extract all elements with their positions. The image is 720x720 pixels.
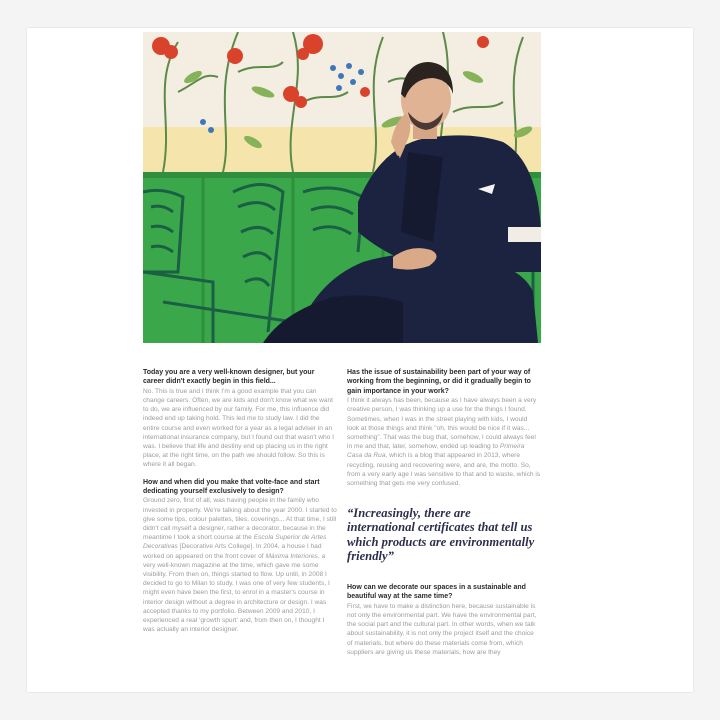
question-sustainability: Has the issue of sustainability been part of your way of working from the beginning, or did it gradually begin to gain importance in your work?: [347, 369, 531, 395]
answer-sustainability-text: [347, 396, 541, 488]
magazine-name: Máxima Interiores: [265, 552, 318, 560]
portrait-photo: [143, 32, 541, 343]
magazine-page: [27, 28, 693, 692]
answer-decorate: [347, 602, 541, 657]
question-decorate: How can we decorate our spaces in a sustainable and beautiful way at the same time?: [347, 584, 526, 601]
right-column: [347, 368, 541, 665]
answer-decorate-text: First, we have to make a distinction here, because sustainable is not only the environmental part. We have the environmental part, the social part and the cultural part. In other words, when we talk about sustainability, it is not only the project itself and the choice of materials, but where do these materials come from, which suppliers are giving us these materials, how are they: [347, 602, 537, 656]
answer-volte-face: [143, 496, 337, 634]
portrait-illustration: [143, 32, 541, 343]
answer-text-part: [Decorative Arts College]. In 2004, a house I had worked on appeared on the front cover of: [143, 543, 322, 560]
answer-text-part: Ground zero, first of all, was having people in the family who invested in property. We're talking about the year 2000. I started to give some tips, colour palettes, tiles, coverings... At that time, I still didn't call myself a designer, rather a decorator, because in the meantime I took a short course at the: [143, 497, 337, 542]
answer-career-text: No. This is true and I think I'm a good example that you can change careers. Often, we are kids and don't know what we want to do, we are influenced by our family. For me, this influence did indeed end up taking hold. This led me to study law. I did the entire course and even worked for a year as a legal adviser in an international insurance company, but I found out that wasn't who I was. I believe that life and destiny end up placing us in the right place, at the right time, on the path we should follow. So this is where it all began.: [143, 387, 335, 469]
school-name: Escola Superior de Artes Decorativas: [143, 534, 327, 551]
pull-quote: “Increasingly, there are international certificates that tell us which products are environmentally friendly”: [347, 506, 535, 563]
question-career: Today you are a very well-known designer, but your career didn't exactly begin in this field...: [143, 369, 315, 386]
answer-text-part: , a very well-known magazine at the time, which gave me some visibility. From then on, things started to flow. Up until, in 2008 I decided to go to Milan to study. I was one of very few students, I might even have been the first, to enrol in a master's course in interior design without a degree in architecture or design. I was accepted thanks to my portfolio. Between 2009 and 2010, I experienced a real 'growth spurt' and, from then on, I thought I was actually an interior designer.: [143, 552, 330, 634]
blog-name: Primeira Casa da Rua: [347, 443, 525, 460]
answer-career: [143, 387, 337, 470]
answer-text-part: , which is a blog that appeared in 2013, where recycling, reusing and recovering were, and are, the motto. So, from a very early age I was sensitive to that and to waste, which is something that gets me very confused.: [347, 452, 541, 488]
answer-sustainability: [347, 396, 541, 488]
left-column: [143, 368, 337, 643]
answer-volte-face-text: [143, 496, 337, 634]
answer-text-part: I think it always has been, because as I have always been a very creative person, I was thinking up a use for the things I found. Sometimes, when I was in the street playing with kids, I would look at those things and think "oh, this would be nice if it was... something". That was the bug that, somehow, I could always feel in me and that, later, somehow, ended up leading to: [347, 397, 537, 451]
question-volte-face: How and when did you make that volte-face and start dedicating yourself exclusively to design?: [143, 478, 320, 496]
